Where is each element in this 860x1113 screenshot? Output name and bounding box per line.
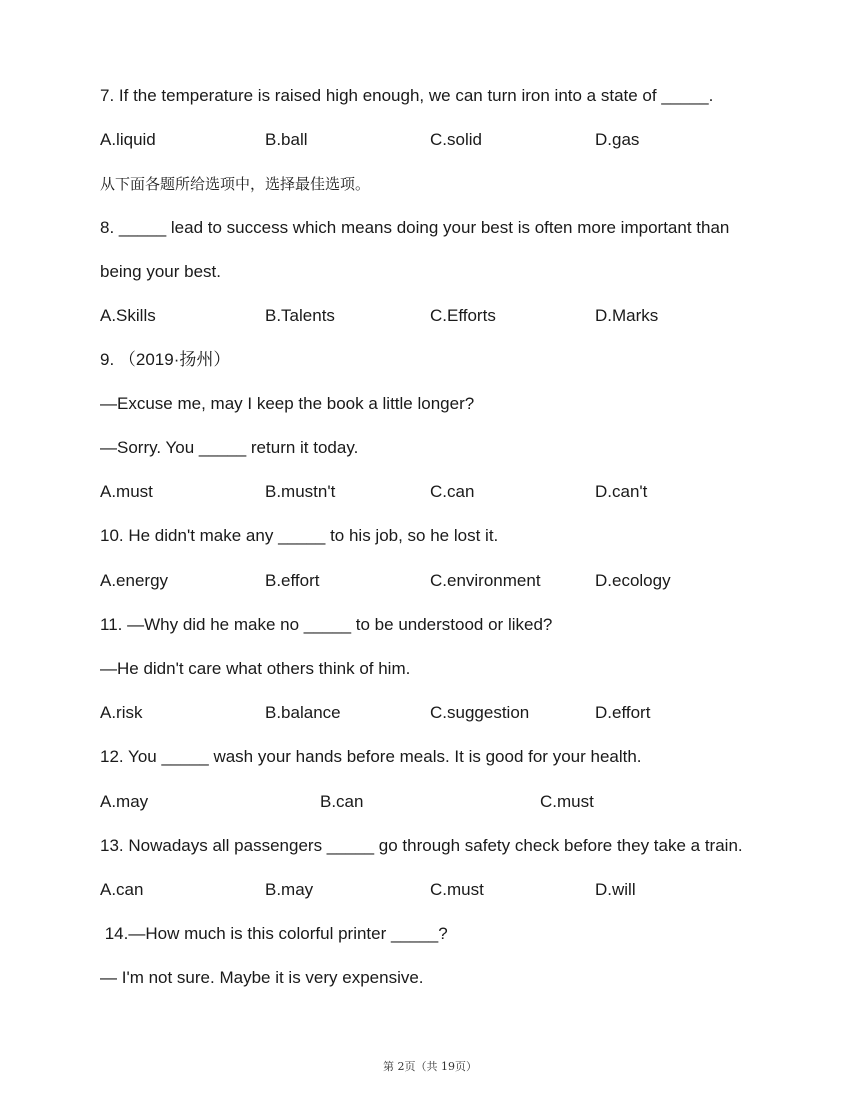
question-9-dialogue-1: —Excuse me, may I keep the book a little longer? bbox=[100, 394, 475, 413]
question-11-dialogue: —He didn't care what others think of him. bbox=[100, 659, 411, 678]
question-9-option-d: D.can't bbox=[595, 482, 648, 501]
question-8-option-c: C.Efforts bbox=[430, 306, 496, 325]
question-11-option-a: A.risk bbox=[100, 703, 143, 722]
question-13-option-b: B.may bbox=[265, 880, 314, 899]
question-8-option-d: D.Marks bbox=[595, 306, 659, 325]
question-9-option-a: A.must bbox=[100, 482, 153, 501]
question-11-option-d: D.effort bbox=[595, 703, 651, 722]
question-10-option-d: D.ecology bbox=[595, 571, 671, 590]
question-7-option-a: A.liquid bbox=[100, 130, 156, 149]
question-14-stem: 14.—How much is this colorful printer _____? bbox=[100, 924, 448, 943]
section-instruction: 从下面各题所给选项中，选择最佳选项。 bbox=[100, 175, 371, 193]
question-13-option-c: C.must bbox=[430, 880, 484, 899]
question-10-stem: 10. He didn't make any _____ to his job, so he lost it. bbox=[100, 526, 499, 545]
question-7-stem: 7. If the temperature is raised high enough, we can turn iron into a state of _____. bbox=[100, 86, 714, 105]
question-11-stem: 11. —Why did he make no _____ to be understood or liked? bbox=[100, 615, 553, 634]
question-7-option-c: C.solid bbox=[430, 130, 482, 149]
question-7-option-b: B.ball bbox=[265, 130, 308, 149]
question-13-stem: 13. Nowadays all passengers _____ go through safety check before they take a train. bbox=[100, 836, 743, 855]
question-9-dialogue-2: —Sorry. You _____ return it today. bbox=[100, 438, 359, 457]
question-10-option-a: A.energy bbox=[100, 571, 169, 590]
question-9-option-c: C.can bbox=[430, 482, 475, 501]
question-12-option-c: C.must bbox=[540, 792, 594, 811]
question-7-option-d: D.gas bbox=[595, 130, 640, 149]
question-9-option-b: B.mustn't bbox=[265, 482, 336, 501]
question-13-option-a: A.can bbox=[100, 880, 144, 899]
question-11-option-c: C.suggestion bbox=[430, 703, 530, 722]
question-8-option-b: B.Talents bbox=[265, 306, 335, 325]
question-10-option-c: C.environment bbox=[430, 571, 541, 590]
question-9-stem: 9. （2019·扬州） bbox=[100, 350, 231, 369]
question-8-option-a: A.Skills bbox=[100, 306, 156, 325]
question-12-stem: 12. You _____ wash your hands before meals. It is good for your health. bbox=[100, 747, 642, 766]
question-14-dialogue: — I'm not sure. Maybe it is very expensive. bbox=[100, 968, 424, 987]
question-13-option-d: D.will bbox=[595, 880, 636, 899]
question-8-stem-line1: 8. _____ lead to success which means doing your best is often more important than bbox=[100, 218, 730, 237]
question-12-option-a: A.may bbox=[100, 792, 149, 811]
question-11-option-b: B.balance bbox=[265, 703, 341, 722]
page-footer: 第 2页（共 19页） bbox=[383, 1060, 477, 1073]
question-10-option-b: B.effort bbox=[265, 571, 320, 590]
question-8-stem-line2: being your best. bbox=[100, 262, 221, 281]
question-12-option-b: B.can bbox=[320, 792, 364, 811]
